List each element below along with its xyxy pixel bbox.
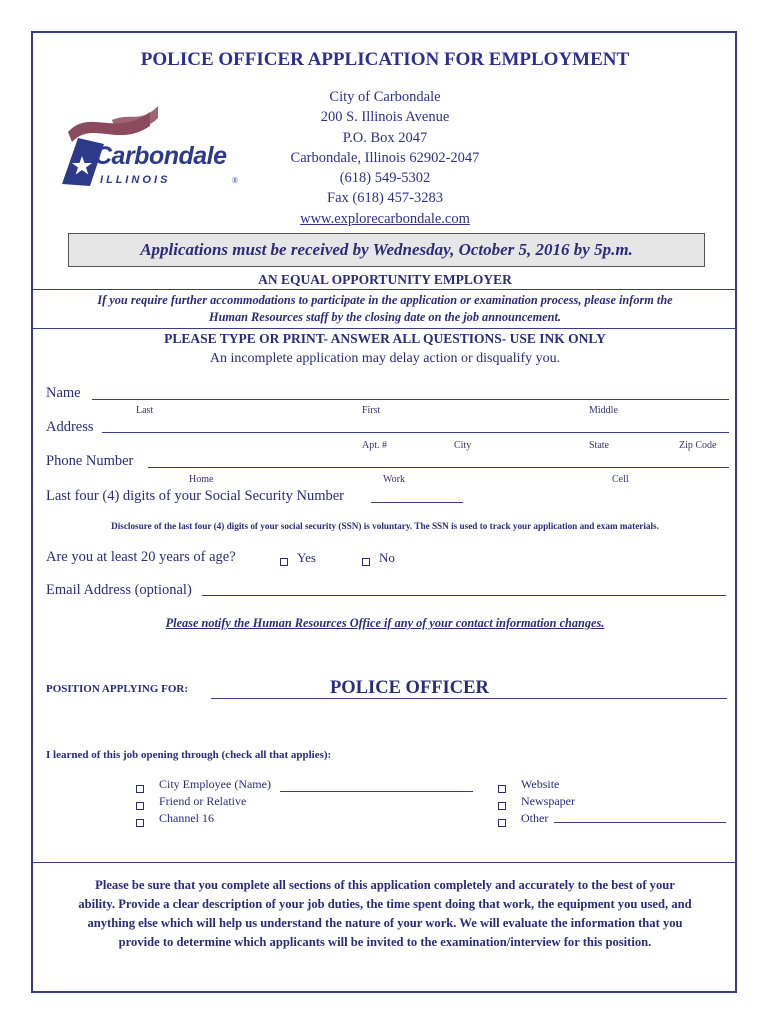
address-sub-zip: Zip Code [679,440,717,451]
closing-line: anything else which will help us understand the nature of your work. We will evaluate the information that you [87,916,683,930]
age-yes-label: Yes [297,550,316,565]
address-sub-apt: Apt. # [362,440,387,451]
website-link[interactable]: www.explorecarbondale.com [300,210,470,227]
accommodation-notice [40,292,730,326]
divider [33,862,735,863]
divider [33,289,735,290]
position-label: POSITION APPLYING FOR: [46,683,189,695]
address-sub-city: City [454,440,472,451]
email-label: Email Address (optional) [46,582,192,598]
divider [33,328,735,329]
ssn-label: Last four (4) digits of your Social Security Number [46,488,344,504]
closing-line: provide to determine which applicants will be invited to the examination/interview for this position. [118,935,652,949]
form-title: POLICE OFFICER APPLICATION FOR EMPLOYMENT [140,49,630,70]
ssn-input-line[interactable] [371,502,463,503]
street-address: 200 S. Illinois Avenue [320,109,450,126]
website-checkbox[interactable] [498,780,506,798]
other-checkbox[interactable] [498,814,506,832]
closing-instructions [46,876,724,952]
city-state-zip: Carbondale, Illinois 62902-2047 [290,149,480,166]
city-employee-name-line[interactable] [280,791,473,792]
phone-sub-home: Home [189,474,214,485]
newspaper-checkbox[interactable] [498,797,506,815]
phone-input-line[interactable] [148,467,729,468]
other-label: Other [521,811,549,825]
name-label: Name [46,385,81,401]
closing-line: Please be sure that you complete all sections of this application completely and accurately to the best of your [95,878,675,892]
city-employee-label: City Employee (Name) [159,777,271,791]
age-yes-checkbox[interactable] [280,553,288,571]
age-no-checkbox[interactable] [362,553,370,571]
name-sub-first: First [362,405,381,416]
po-box: P.O. Box 2047 [342,129,428,146]
position-value: POLICE OFFICER [330,678,489,698]
other-input-line[interactable] [554,822,726,823]
phone-sub-work: Work [383,474,405,485]
learned-label: I learned of this job opening through (check all that applies): [46,749,332,761]
closing-line: ability. Provide a clear description of your job duties, the time spent doing that work, the equipment you used, and [78,897,692,911]
channel-16-checkbox[interactable] [136,814,144,832]
accommodation-line: Human Resources staff by the closing date on the job announcement. [209,310,561,324]
website-label: Website [521,777,560,791]
email-input-line[interactable] [202,595,726,596]
equal-opportunity-heading: AN EQUAL OPPORTUNITY EMPLOYER [258,272,512,287]
address-label: Address [46,419,94,435]
registered-mark: ® [232,176,239,185]
ssn-disclosure: Disclosure of the last four (4) digits of your social security (SSN) is voluntary. The SSN is used to track your application and exam materials. [111,521,659,531]
carbondale-logo [60,104,250,194]
city-name: City of Carbondale [329,89,441,105]
phone-label: Phone Number [46,453,134,469]
accommodation-line: If you require further accommodations to participate in the application or examination process, please inform the [97,293,673,307]
phone-number: (618) 549-5302 [339,170,431,187]
newspaper-label: Newspaper [521,794,575,808]
friend-relative-checkbox[interactable] [136,797,144,815]
instructions-heading: PLEASE TYPE OR PRINT- ANSWER ALL QUESTIONS- USE INK ONLY [164,331,606,346]
address-input-line[interactable] [102,432,729,433]
logo-wordmark: Carbondale [94,142,227,170]
contact-change-notice: Please notify the Human Resources Office if any of your contact information changes. [165,616,605,630]
fax-number: Fax (618) 457-3283 [327,190,443,207]
address-sub-state: State [589,440,609,451]
logo-state: I L L I N O I S [100,174,168,186]
incomplete-notice: An incomplete application may delay action or disqualify you. [209,351,561,366]
name-input-line[interactable] [92,399,729,400]
age-question-label: Are you at least 20 years of age? [46,549,236,565]
friend-relative-label: Friend or Relative [159,794,247,808]
age-no-label: No [379,550,395,565]
name-sub-middle: Middle [589,405,618,416]
name-sub-last: Last [136,405,154,416]
deadline-banner: Applications must be received by Wednesday, October 5, 2016 by 5p.m. [68,233,705,267]
phone-sub-cell: Cell [612,474,629,485]
address-block [250,87,520,229]
city-employee-checkbox[interactable] [136,780,144,798]
channel-16-label: Channel 16 [159,811,214,825]
